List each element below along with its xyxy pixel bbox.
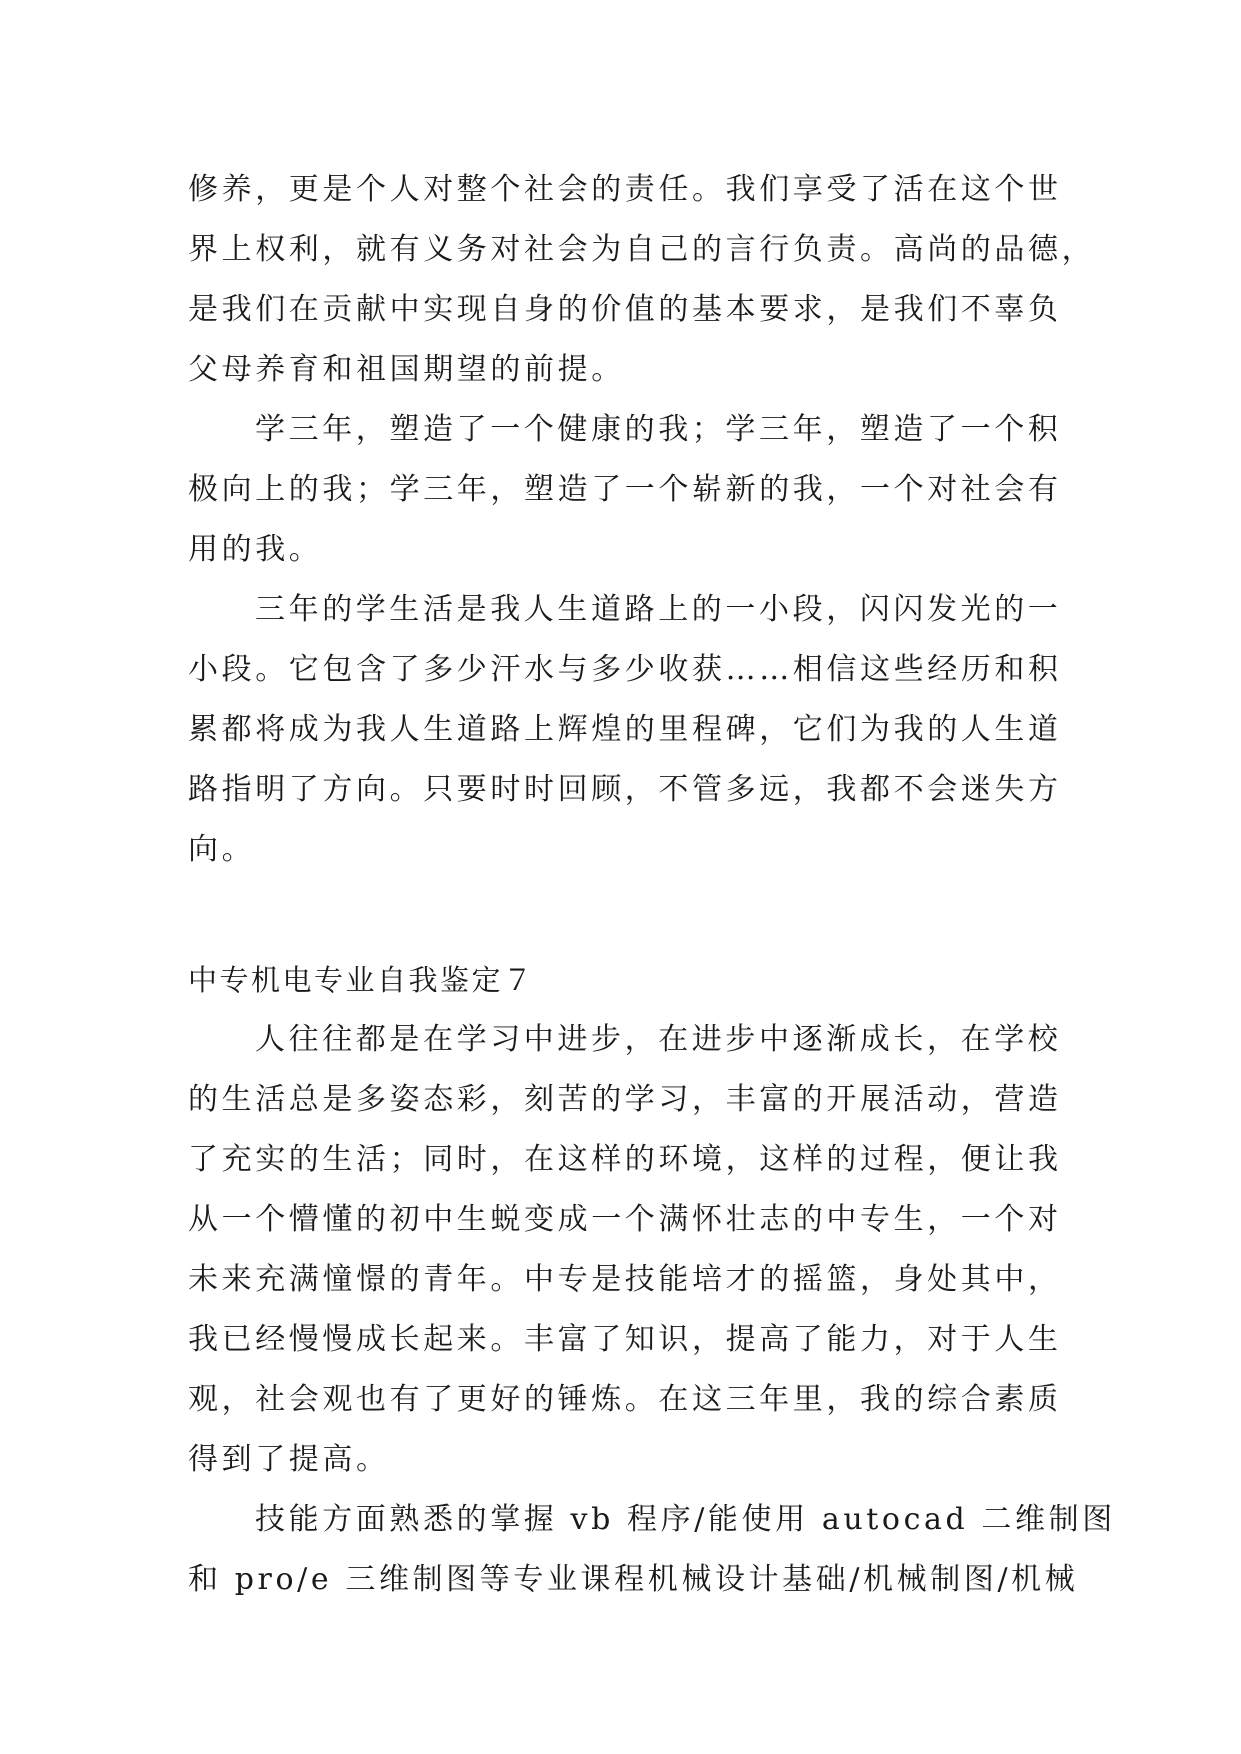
text-line: 小段。它包含了多少汗水与多少收获……相信这些经历和积 <box>188 652 1062 687</box>
text-line: 和 pro/e 三维制图等专业课程机械设计基础/机械制图/机械 <box>188 1562 1079 1597</box>
text-line: 三年的学生活是我人生道路上的一小段，闪闪发光的一 <box>255 592 1062 627</box>
section-heading: 中专机电专业自我鉴定７ <box>188 963 535 997</box>
text-line: 极向上的我；学三年，塑造了一个崭新的我，一个对社会有 <box>188 472 1062 507</box>
text-line: 我已经慢慢成长起来。丰富了知识，提高了能力，对于人生 <box>188 1322 1062 1357</box>
paragraph-4 <box>188 1010 1062 1490</box>
paragraph-2 <box>188 400 1062 580</box>
text-line: 学三年，塑造了一个健康的我；学三年，塑造了一个积 <box>255 412 1062 447</box>
text-line: 累都将成为我人生道路上辉煌的里程碑，它们为我的人生道 <box>188 712 1062 747</box>
text-line: 向。 <box>188 832 256 867</box>
text-line: 界上权利，就有义务对社会为自己的言行负责。高尚的品德， <box>188 232 1096 267</box>
text-line: 父母养育和祖国期望的前提。 <box>188 352 625 387</box>
text-line: 从一个懵懂的初中生蜕变成一个满怀壮志的中专生，一个对 <box>188 1202 1062 1237</box>
paragraph-3 <box>188 580 1062 880</box>
text-line: 用的我。 <box>188 532 323 567</box>
paragraph-1 <box>188 160 1096 400</box>
text-line: 得到了提高。 <box>188 1442 390 1477</box>
text-line: 是我们在贡献中实现自身的价值的基本要求，是我们不辜负 <box>188 292 1062 327</box>
text-line: 的生活总是多姿态彩，刻苦的学习，丰富的开展活动，营造 <box>188 1082 1062 1117</box>
text-line: 技能方面熟悉的掌握 vb 程序/能使用 autocad 二维制图 <box>255 1502 1116 1537</box>
text-line: 人往往都是在学习中进步，在进步中逐渐成长，在学校 <box>255 1022 1062 1057</box>
paragraph-5 <box>188 1490 1116 1610</box>
text-line: 观，社会观也有了更好的锤炼。在这三年里，我的综合素质 <box>188 1382 1062 1417</box>
document-page <box>188 160 1116 1610</box>
text-line: 修养，更是个人对整个社会的责任。我们享受了活在这个世 <box>188 172 1062 207</box>
text-line: 未来充满憧憬的青年。中专是技能培才的摇篮，身处其中， <box>188 1262 1062 1297</box>
text-line: 了充实的生活；同时，在这样的环境，这样的过程，便让我 <box>188 1142 1062 1177</box>
text-line: 路指明了方向。只要时时回顾，不管多远，我都不会迷失方 <box>188 772 1062 807</box>
